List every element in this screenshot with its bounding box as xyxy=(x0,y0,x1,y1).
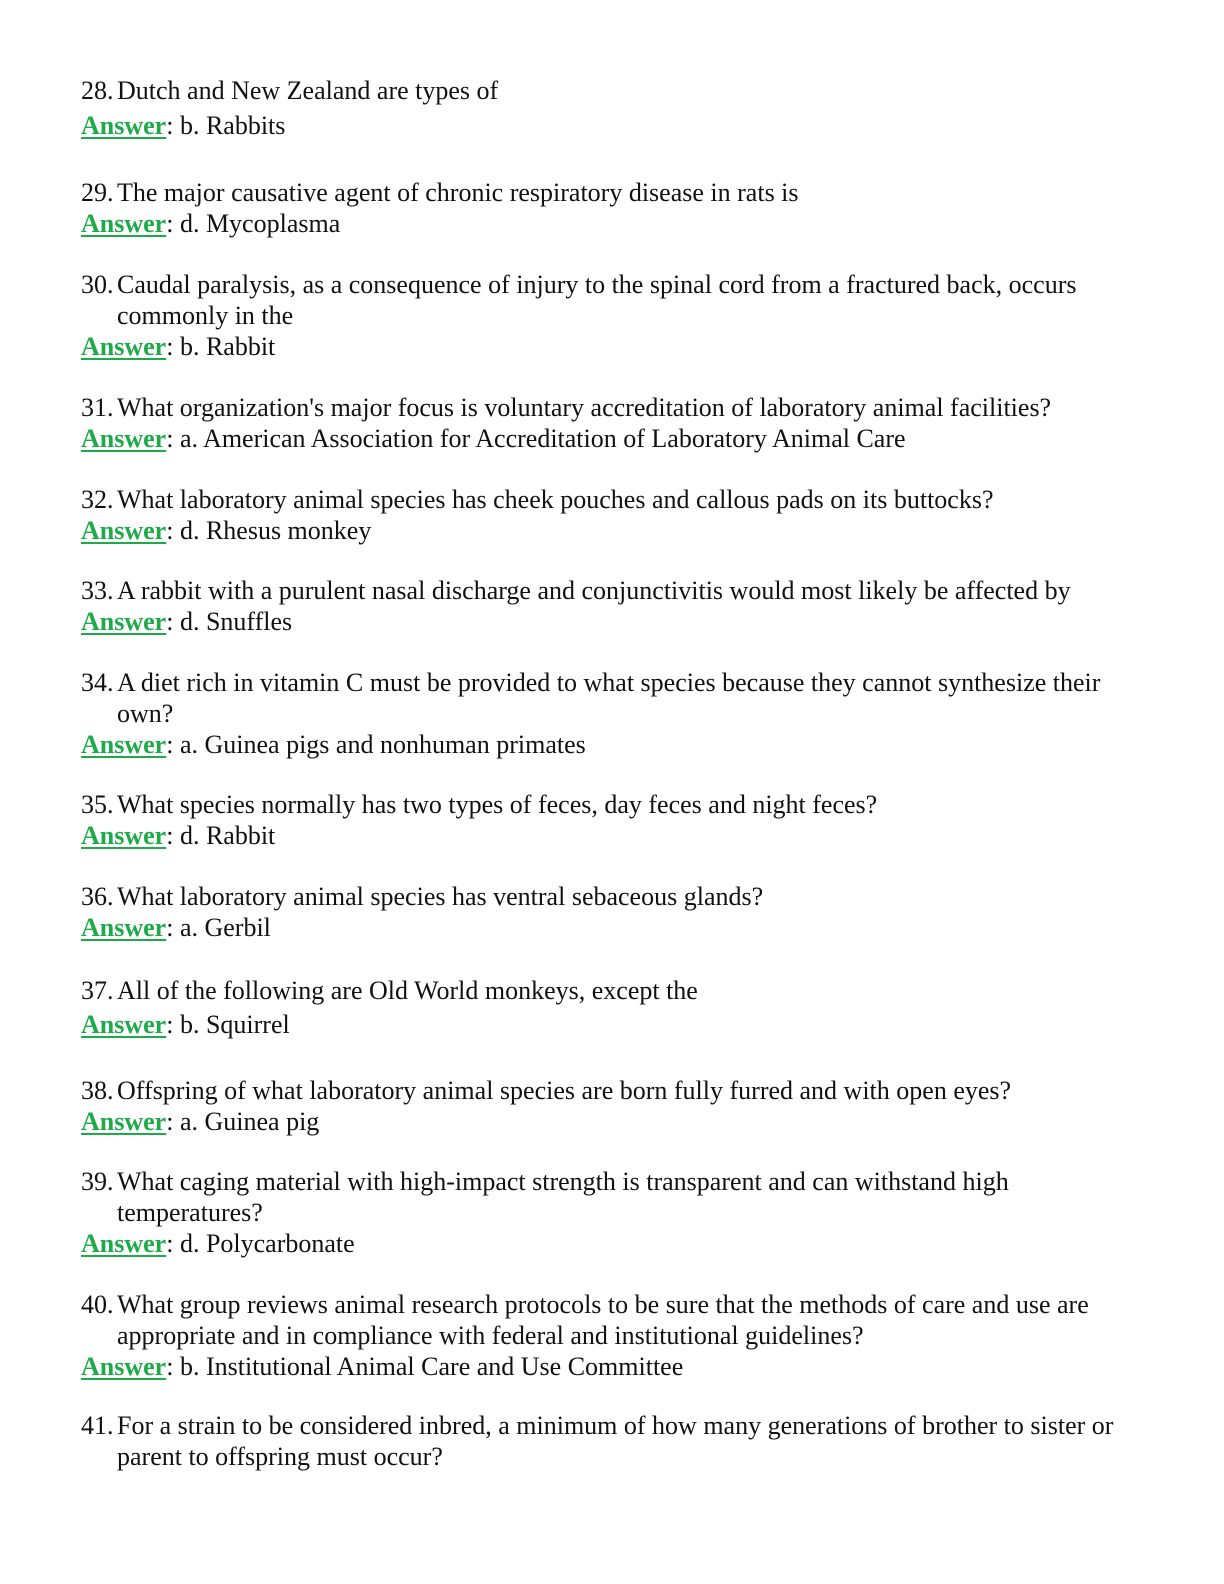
answer-line xyxy=(81,110,1151,141)
answer-label: Answer xyxy=(81,913,167,942)
question-text: What laboratory animal species has cheek pouches and callous pads on its buttocks? xyxy=(117,485,994,514)
question-text: What laboratory animal species has ventral sebaceous glands? xyxy=(117,882,764,911)
question-item-28 xyxy=(81,75,1151,141)
answer-line xyxy=(81,606,1151,637)
question-number: 28. xyxy=(81,76,114,105)
question-line xyxy=(81,177,1151,208)
answer-label: Answer xyxy=(81,516,167,545)
question-text: Caudal paralysis, as a consequence of injury to the spinal cord from a fractured back, occurs commonly in the xyxy=(117,270,1077,330)
answer-label: Answer xyxy=(81,332,167,361)
question-line xyxy=(81,667,1151,729)
question-number: 37. xyxy=(81,976,114,1005)
question-item-38 xyxy=(81,1075,1151,1137)
answer-label: Answer xyxy=(81,730,167,759)
question-item-37 xyxy=(81,975,1151,1040)
question-number: 30. xyxy=(81,270,114,299)
question-item-30 xyxy=(81,269,1151,362)
question-line xyxy=(81,881,1151,912)
question-item-32 xyxy=(81,484,1151,546)
answer-line xyxy=(81,1009,1151,1040)
answer-text: : d. Rabbit xyxy=(166,821,276,850)
answer-text: : a. Guinea pigs and nonhuman primates xyxy=(166,730,586,759)
question-line xyxy=(81,975,1151,1006)
question-item-29 xyxy=(81,177,1151,239)
question-text: All of the following are Old World monkeys, except the xyxy=(117,976,698,1005)
question-number: 40. xyxy=(81,1290,114,1319)
answer-text: : b. Squirrel xyxy=(166,1010,290,1039)
question-number: 35. xyxy=(81,790,114,819)
answer-label: Answer xyxy=(81,1229,167,1258)
answer-label: Answer xyxy=(81,1107,167,1136)
question-number: 39. xyxy=(81,1167,114,1196)
question-text: What group reviews animal research protocols to be sure that the methods of care and use are appropriate and in compliance with federal and institutional guidelines? xyxy=(117,1290,1089,1350)
question-line xyxy=(81,75,1151,106)
answer-line xyxy=(81,1228,1151,1259)
answer-text: : d. Mycoplasma xyxy=(166,209,341,238)
answer-text: : b. Institutional Animal Care and Use Committee xyxy=(166,1352,684,1381)
answer-text: : a. Gerbil xyxy=(166,913,271,942)
question-number: 41. xyxy=(81,1411,114,1440)
question-text: What organization's major focus is voluntary accreditation of laboratory animal facilities? xyxy=(117,393,1052,422)
question-text: The major causative agent of chronic respiratory disease in rats is xyxy=(117,178,799,207)
answer-line xyxy=(81,515,1151,546)
question-number: 34. xyxy=(81,668,114,697)
question-number: 32. xyxy=(81,485,114,514)
answer-text: : d. Rhesus monkey xyxy=(166,516,372,545)
answer-line xyxy=(81,1106,1151,1137)
question-text: For a strain to be considered inbred, a minimum of how many generations of brother to sister or parent to offspring must occur? xyxy=(117,1411,1114,1471)
question-number: 33. xyxy=(81,576,114,605)
question-number: 31. xyxy=(81,393,114,422)
answer-label: Answer xyxy=(81,209,167,238)
answer-line xyxy=(81,423,1151,454)
question-item-31 xyxy=(81,392,1151,454)
question-item-33 xyxy=(81,575,1151,637)
answer-line xyxy=(81,912,1151,943)
question-line xyxy=(81,392,1151,423)
question-line xyxy=(81,484,1151,515)
answer-text: : d. Polycarbonate xyxy=(166,1229,355,1258)
answer-text: : b. Rabbit xyxy=(166,332,276,361)
answer-label: Answer xyxy=(81,607,167,636)
question-number: 36. xyxy=(81,882,114,911)
question-text: A rabbit with a purulent nasal discharge and conjunctivitis would most likely be affected by xyxy=(117,576,1071,605)
question-number: 29. xyxy=(81,178,114,207)
answer-label: Answer xyxy=(81,1352,167,1381)
question-line xyxy=(81,1289,1151,1351)
answer-line xyxy=(81,208,1151,239)
question-number: 38. xyxy=(81,1076,114,1105)
answer-label: Answer xyxy=(81,1010,167,1039)
question-item-40 xyxy=(81,1289,1151,1382)
answer-line xyxy=(81,1351,1151,1382)
question-line xyxy=(81,789,1151,820)
question-item-39 xyxy=(81,1166,1151,1259)
question-text: What caging material with high-impact strength is transparent and can withstand high temperatures? xyxy=(117,1167,1009,1227)
question-text: A diet rich in vitamin C must be provided to what species because they cannot synthesize their own? xyxy=(117,668,1101,728)
answer-text: : b. Rabbits xyxy=(166,111,286,140)
answer-line xyxy=(81,331,1151,362)
question-item-34 xyxy=(81,667,1151,760)
answer-label: Answer xyxy=(81,424,167,453)
answer-line xyxy=(81,820,1151,851)
answer-text: : d. Snuffles xyxy=(166,607,293,636)
answer-text: : a. American Association for Accreditation of Laboratory Animal Care xyxy=(166,424,906,453)
answer-label: Answer xyxy=(81,821,167,850)
question-item-41 xyxy=(81,1410,1151,1472)
question-line xyxy=(81,575,1151,606)
question-item-35 xyxy=(81,789,1151,851)
question-text: Offspring of what laboratory animal species are born fully furred and with open eyes? xyxy=(117,1076,1012,1105)
question-line xyxy=(81,1075,1151,1106)
answer-text: : a. Guinea pig xyxy=(166,1107,320,1136)
answer-label: Answer xyxy=(81,111,167,140)
question-item-36 xyxy=(81,881,1151,943)
answer-line xyxy=(81,729,1151,760)
question-line xyxy=(81,1410,1151,1472)
question-line xyxy=(81,1166,1151,1228)
question-text: What species normally has two types of feces, day feces and night feces? xyxy=(117,790,878,819)
question-line xyxy=(81,269,1151,331)
question-text: Dutch and New Zealand are types of xyxy=(117,76,499,105)
